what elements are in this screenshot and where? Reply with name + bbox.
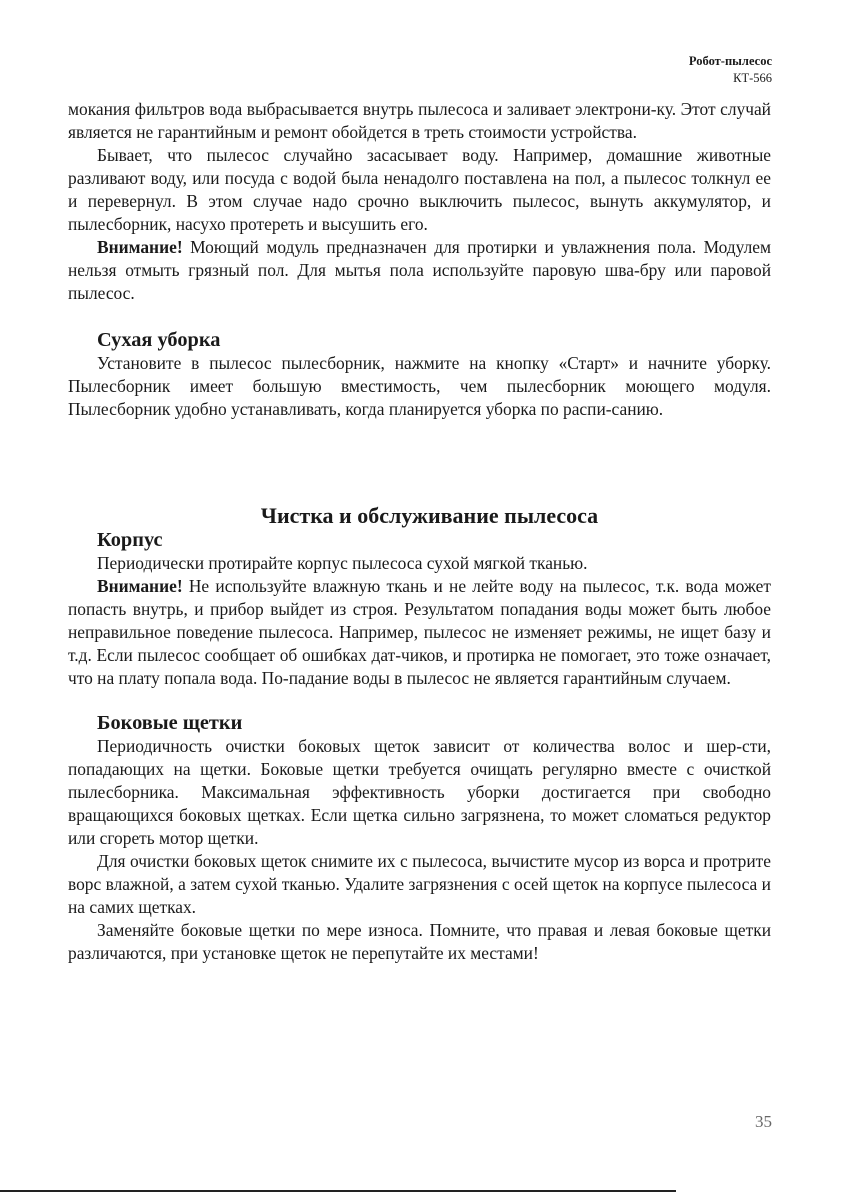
paragraph-warning-water <box>68 575 771 690</box>
paragraph-brush-cleaning: Для очистки боковых щеток снимите их с пылесоса, вычистите мусор из ворса и протрите ворс влажной, а затем сухой тканью. Удалите загрязнения с осей щеток на корпусе пылесоса и на самих щетках. <box>68 851 771 917</box>
paragraph-body-wipe: Периодически протирайте корпус пылесоса сухой мягкой тканью. <box>97 553 588 573</box>
page-content <box>68 98 771 965</box>
paragraph-dry-cleaning: Установите в пылесос пылесборник, нажмите на кнопку «Старт» и начните уборку. Пылесборник имеет большую вместимость, чем пылесборник моющего модуля. Пылесборник удобно устанавливать, когда планируется уборка по распи-санию. <box>68 353 771 419</box>
paragraph-brush-replacement: Заменяйте боковые щетки по мере износа. Помните, что правая и левая боковые щетки различаются, при установке щеток не перепутайте их местами! <box>68 920 771 963</box>
warning-label-2: Внимание! <box>97 576 183 596</box>
heading-side-brushes: Боковые щетки <box>97 712 243 734</box>
paragraph-warning-mop <box>68 236 771 305</box>
header-product-title: Робот-пылесос <box>688 54 772 68</box>
bottom-rule <box>0 1190 676 1192</box>
heading-body: Корпус <box>97 529 163 551</box>
paragraph-continuation: мокания фильтров вода выбрасывается внутрь пылесоса и заливает электрони-ку. Этот случай является не гарантийным и ремонт обойдется в треть стоимости устройства. <box>68 99 771 142</box>
heading-dry-cleaning: Сухая уборка <box>97 329 221 351</box>
warning-text: Моющий модуль предназначен для протирки и увлажнения пола. Модулем нельзя отмыть грязный пол. Для мытья пола используйте паровую шва-бру или паровой пылесос. <box>68 237 771 303</box>
warning-label: Внимание! <box>97 237 183 257</box>
section-title-cleaning: Чистка и обслуживание пылесоса <box>260 503 599 528</box>
warning-text-2: Не используйте влажную ткань и не лейте воду на пылесос, т.к. вода может попасть внутрь, и прибор выйдет из строя. Результатом попадания воды может быть любое неправильное поведение пылесоса. Например, пылесос не изменяет режимы, не ищет базу и т.д. Если пылесос сообщает об ошибках дат-чиков, и протирка не помогает, это тоже означает, что на плату попала вода. По-падание воды в пылесос не является гарантийным случаем. <box>68 576 771 688</box>
running-header <box>689 53 772 87</box>
header-model: КТ-566 <box>733 71 772 85</box>
paragraph-water-intake: Бывает, что пылесос случайно засасывает воду. Например, домашние животные разливают воду, или посуда с водой была ненадолго поставлена на пол, а пылесос толкнул ее и перевернул. В этом случае надо срочно выключить пылесос, вынуть аккумулятор, и пылесборник, насухо протереть и высушить его. <box>68 145 771 234</box>
paragraph-brush-frequency: Периодичность очистки боковых щеток зависит от количества волос и шер-сти, попадающих на щетки. Боковые щетки требуется очищать регулярно вместе с очисткой пылесборника. Максимальная эффективность уборки достигается при свободно вращающихся боковых щетках. Если щетка сильно загрязнена, то может сломаться редуктор или сгореть мотор щетки. <box>68 736 771 848</box>
page-number: 35 <box>755 1112 772 1131</box>
